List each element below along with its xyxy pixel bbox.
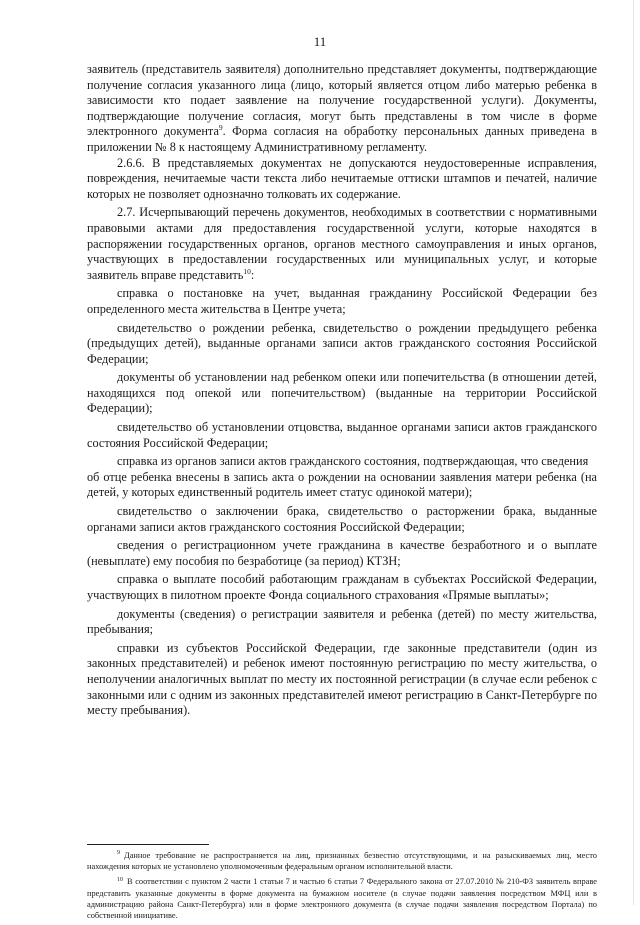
- list-item: справки из субъектов Российской Федерации, где законные представители (один из законных представителей) и ребенок имеют постоянную регистрацию по месту жительства, о неполучении аналогичных выплат по месту их постоянной регистрации (в случае если ребенок с законными или с одним из законных представителей имеют регистрацию в Санкт-Петербурге по месту пребывания).: [87, 640, 597, 718]
- list-item: документы об установлении над ребенком опеки или попечительства (в отношении детей, находящихся под опекой или попечительством) (выданные на территории Российской Федерации);: [87, 370, 597, 416]
- document-body: [87, 62, 597, 719]
- list-item: свидетельство о заключении брака, свидетельство о расторжении брака, выданные органами записи актов гражданского состояния Российской Федерации;: [87, 504, 597, 534]
- footnote-ref-9[interactable]: 9: [218, 123, 223, 133]
- footnote-9: $^9$ Данное требование не распространяется на лиц, признанных безвестно отсутствующими, и на разыскиваемых лиц, место нахождения которых не установлено уполномоченным федеральным органом исполнительной власти.: [87, 850, 597, 872]
- footnote-separator: [87, 844, 209, 845]
- paragraph-2-7: 2.7. Исчерпывающий перечень документов, необходимых в соответствии с нормативными правовыми актами для предоставления государственной услуги, которые находятся в распоряжении государственных органов, органов местного самоуправления и иных органов, участвующих в предоставлении государственных или муниципальных услуг, и которые заявитель вправе представить$^{10}$:: [87, 205, 597, 282]
- list-item: справка из органов записи актов гражданского состояния, подтверждающая, что сведения: [117, 454, 589, 469]
- page-edge-shadow: [633, 0, 634, 905]
- footnotes: [87, 850, 597, 925]
- list-item-continuation: об отце ребенка внесены в запись акта о рождении на основании заявления матери ребенка (на детей, у которых единственный родитель имеет статус одинокой матери);: [87, 469, 597, 500]
- paragraph-consent: заявитель (представитель заявителя) дополнительно представляет документы, подтверждающие получение согласия указанного лица (лицо, который является отцом либо матерью ребенка в зависимости кто подает заявление на получение государственной услуги). Документы, подтверждающие получение согласия, могут быть представлены в том числе в форме электронного документа$^9$. Форма согласия на обработку персональных данных приведена в приложении № 8 к настоящему Административному регламенту.: [87, 62, 598, 154]
- footnote-ref-10[interactable]: 10: [243, 266, 251, 276]
- list-item: справка о постановке на учет, выданная гражданину Российской Федерации без определенного места жительства в Центре учета;: [87, 286, 597, 316]
- list-item: свидетельство об установлении отцовства, выданное органами записи актов гражданского состояния Российской Федерации;: [87, 420, 597, 450]
- footnote-10: $^{10}$ В соответствии с пунктом 2 части 1 статьи 7 и частью 6 статьи 7 Федерального закона от 27.07.2010 № 210-ФЗ заявитель вправе представить указанные документы в форме документа на бумажном носителе (в случае подачи заявления посредством МФЦ или в администрацию района Санкт-Петербурга) или в форме электронного документа (в случае подачи заявления посредством Портала) по собственной инициативе.: [87, 876, 597, 921]
- list-item: сведения о регистрационном учете гражданина в качестве безработного и о выплате (невыплате) ему пособия по безработице (за период) КТЗН;: [87, 538, 597, 568]
- footnote-mark: 9: [117, 850, 120, 857]
- paragraph-2-6-6: 2.6.6. В представляемых документах не допускаются неудостоверенные исправления, повреждения, нечитаемые части текста либо нечитаемые оттиски штампов и печатей, наличие которых не позволяет однозначно толковать их содержание.: [87, 155, 597, 201]
- list-item: справка о выплате пособий работающим гражданам в субъектах Российской Федерации, участвующих в пилотном проекте Фонда социального страхования «Прямые выплаты»;: [87, 572, 597, 602]
- footnote-mark: 10: [117, 876, 123, 883]
- list-item: свидетельство о рождении ребенка, свидетельство о рождении предыдущего ребенка (предыдущих детей), выданные органами записи актов гражданского состояния Российской Федерации;: [87, 320, 597, 366]
- page-number: 11: [313, 34, 327, 49]
- list-item: документы (сведения) о регистрации заявителя и ребенка (детей) по месту жительства, пребывания;: [87, 606, 597, 637]
